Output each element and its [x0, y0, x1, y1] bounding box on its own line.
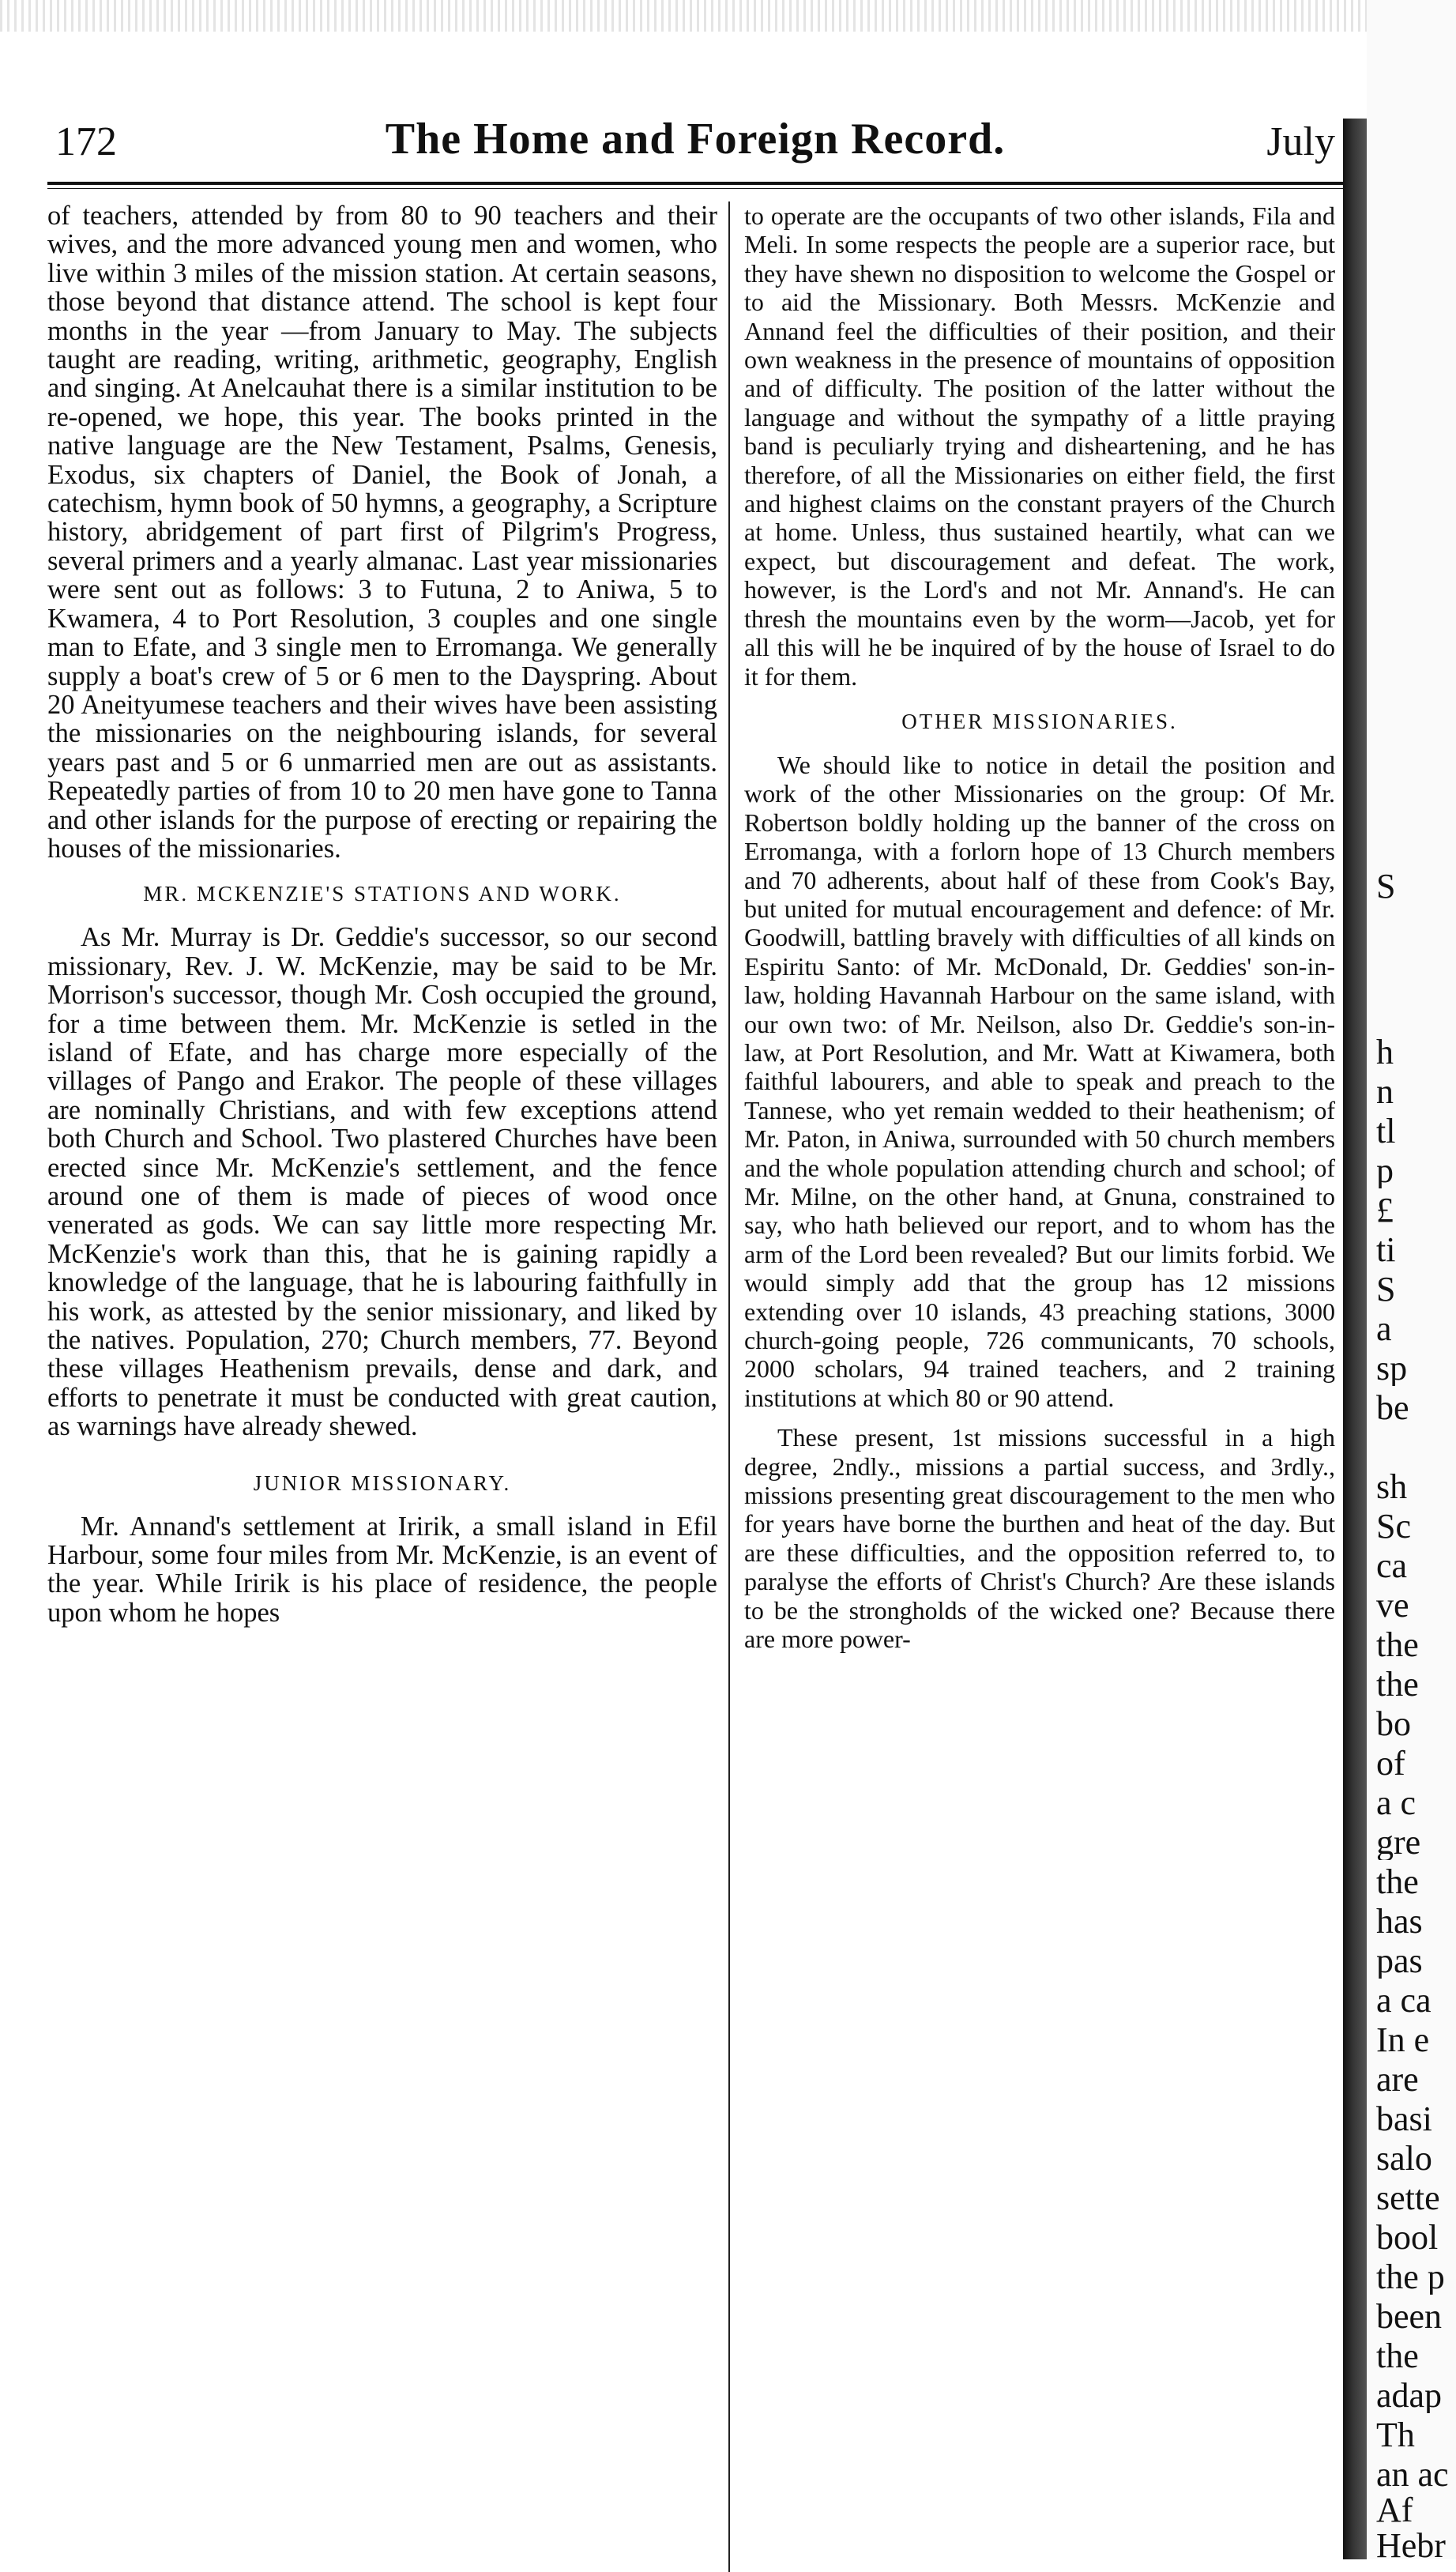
binding-gutter-shadow [1343, 119, 1367, 2559]
edge-fragment: a [1376, 1312, 1392, 1346]
edge-fragment: ca [1376, 1549, 1408, 1583]
right-paragraph-1: to operate are the occupants of two other islands, Fila and Meli. In some respects the people are a superior race, but they have shewn no disposition to welcome the Gospel or to aid the Missionary. Both Messrs. McKenzie and Annand feel the difficulties of their position, and their own weakness in the presence of mountains of opposition and of difficulty. The position of the latter without the language and without the sympathy of a little praying band is peculiarly trying and disheartening, and he has therefore, of all the Missionaries on either field, the first and highest claims on the constant prayers of the Church at home. Unless, thus sustained heartily, what can we expect, but discouragement and defeat. The work, however, is the Lord's and not Mr. Annand's. He can thresh the mountains even by the worm—Jacob, yet for all this will he be inquired of by the house of Israel to do it for them. [744, 201, 1335, 691]
edge-fragment: has [1376, 1904, 1423, 1939]
edge-fragment: p [1376, 1154, 1394, 1188]
edge-fragment: ve [1376, 1588, 1409, 1623]
column-divider [728, 201, 730, 2572]
edge-fragment: Th [1376, 2418, 1415, 2453]
edge-fragment: £ [1376, 1193, 1394, 1228]
edge-fragment: of [1376, 1746, 1405, 1781]
edge-fragment: Af [1376, 2493, 1413, 2528]
edge-fragment: Sc [1376, 1509, 1411, 1544]
edge-fragment: pas [1376, 1944, 1423, 1979]
edge-fragment: ti [1376, 1233, 1396, 1267]
edge-fragment: gre [1376, 1825, 1421, 1860]
edge-fragment: adap [1376, 2378, 1443, 2413]
edge-fragment: the p [1376, 2260, 1445, 2295]
adjacent-page-edge [1367, 0, 1456, 2559]
left-column [47, 201, 717, 1627]
edge-fragment: salo [1376, 2141, 1432, 2176]
edge-fragment: the [1376, 2339, 1419, 2374]
edge-fragment: n [1376, 1075, 1394, 1109]
left-paragraph-2: As Mr. Murray is Dr. Geddie's successor, so our second missionary, Rev. J. W. McKenzie, may be said to be Mr. Morrison's successor, though Mr. Cosh occupied the ground, for a time between them. Mr. McKenzie is setled in the island of Efate, and has charge more especially of the villages of Pango and Erakor. The people of these villages are nominally Christians, and with few exceptions attend both Church and School. Two plastered Churches have been erected since Mr. McKenzie's settlement, and the fence around one of them is made of pieces of wood once venerated as gods. We can say little more respecting Mr. McKenzie's work than this, that he is gaining rapidly a knowledge of the language, that he is labouring faithfully in his work, as attested by the senior missionary, and liked by the natives. Population, 270; Church members, 77. Beyond these villages Heathenism prevails, dense and dark, and efforts to penetrate it must be conducted with great caution, as warnings have already shewed. [47, 922, 717, 1442]
running-header [47, 111, 1343, 185]
masthead-title: The Home and Foreign Record. [385, 115, 1006, 164]
edge-fragment: bool [1376, 2220, 1439, 2255]
left-paragraph-3: Mr. Annand's settlement at Iririk, a small island in Efil Harbour, some four miles from Mr. McKenzie, is an event of the year. While Iririk is his place of residence, the people upon whom he hopes [47, 1511, 717, 1628]
edge-fragment: the [1376, 1865, 1419, 1900]
edge-fragment: bo [1376, 1707, 1411, 1742]
edge-fragment: sette [1376, 2181, 1440, 2216]
edge-fragment: Hebr [1376, 2529, 1446, 2559]
edge-fragment: are [1376, 2062, 1419, 2097]
header-rule [47, 188, 1343, 189]
edge-fragment: be [1376, 1391, 1409, 1425]
edge-fragment: basi [1376, 2102, 1432, 2137]
right-paragraph-2: We should like to notice in detail the position and work of the other Missionaries on the group: Of Mr. Robertson boldly holding up the banner of the cross on Erromanga, with a forlorn hope of 13 Church members and 70 adherents, about half of these from Cook's Bay, but united for mutual encouragement and defence: of Mr. Goodwill, battling bravely with difficulties of all kinds on Espiritu Santo: of Mr. McDonald, Dr. Geddies' son-in-law, holding Havannah Harbour on the same island, with our own two: of Mr. Neilson, also Dr. Geddie's son-in-law, at Port Resolution, and Mr. Watt at Kiwamera, both faithful labourers, and able to speak and preach to the Tannese, who yet remain wedded to their heathenism; of Mr. Paton, in Aniwa, surrounded with 50 church members and the whole population attending church and school; of Mr. Milne, on the other hand, at Gnuna, constrained to say, who hath believed our report, and to whom has the arm of the Lord been revealed? But our limits forbid. We would simply add that the group has 12 missions extending over 10 islands, 43 preaching stations, 3000 church-going people, 726 communicants, 70 schools, 2000 scholars, 94 trained teachers, and 2 training institutions at which 80 or 90 attend. [744, 750, 1335, 1412]
edge-fragment: tl [1376, 1114, 1396, 1149]
edge-fragment: sh [1376, 1470, 1408, 1504]
edge-fragment: a ca [1376, 1983, 1432, 2018]
page-number: 172 [55, 119, 117, 164]
page [47, 111, 1343, 1654]
edge-fragment: In e [1376, 2023, 1430, 2058]
page-top-edge [0, 0, 1456, 32]
edge-fragment: the [1376, 1667, 1419, 1702]
edge-fragment: h [1376, 1035, 1394, 1070]
section-heading-other: OTHER MISSIONARIES. [901, 709, 1178, 733]
issue-month: July [1266, 119, 1335, 164]
edge-fragment: a c [1376, 1786, 1416, 1821]
left-paragraph-1: of teachers, attended by from 80 to 90 teachers and their wives, and the more advanced young men and women, who live within 3 miles of the mission station. At certain seasons, those beyond that distance attend. The school is kept four months in the year —from January to May. The subjects taught are reading, writing, arithmetic, geography, English and singing. At Anelcauhat there is a similar institution to be re-opened, we hope, this year. The books printed in the native language are the New Testament, Psalms, Genesis, Exodus, six chapters of Daniel, the Book of Jonah, a catechism, hymn book of 50 hymns, a geography, a Scripture history, abridgement of part first of Pilgrim's Progress, several primers and a yearly almanac. Last year missionaries were sent out as follows: 3 to Futuna, 2 to Aniwa, 5 to Kwamera, 4 to Port Resolution, 3 couples and one single man to Efate, and 3 single men to Erromanga. We generally supply a boat's crew of 5 or 6 men to the Dayspring. About 20 Aneityumese teachers and their wives have been assisting the missionaries on the neighbouring islands, for several years past and 5 or 6 unmarried men are out as assistants. Repeatedly parties of from 10 to 20 men have gone to Tanna and other islands for the purpose of erecting or repairing the houses of the missionaries. [47, 201, 717, 864]
edge-fragment: S [1376, 869, 1396, 904]
edge-fragment: the [1376, 1628, 1419, 1663]
edge-fragment: sp [1376, 1351, 1408, 1386]
edge-fragment: been [1376, 2299, 1443, 2334]
edge-fragment: S [1376, 1272, 1396, 1307]
section-heading-junior: JUNIOR MISSIONARY. [253, 1471, 512, 1495]
edge-fragment: an ac [1376, 2457, 1449, 2492]
right-column [744, 201, 1335, 1654]
right-paragraph-3: These present, 1st missions successful in a high degree, 2ndly., missions a partial success, and 3rdly., missions presenting great discouragement to the men who for years have borne the burthen and heat of the day. But are these difficulties, and the opposition referred to, to paralyse the efforts of Christ's Church? Are these islands to be the strongholds of the wicked one? Because there are more power- [744, 1423, 1335, 1654]
section-heading-mckenzie: MR. MCKENZIE'S STATIONS AND WORK. [143, 882, 622, 906]
